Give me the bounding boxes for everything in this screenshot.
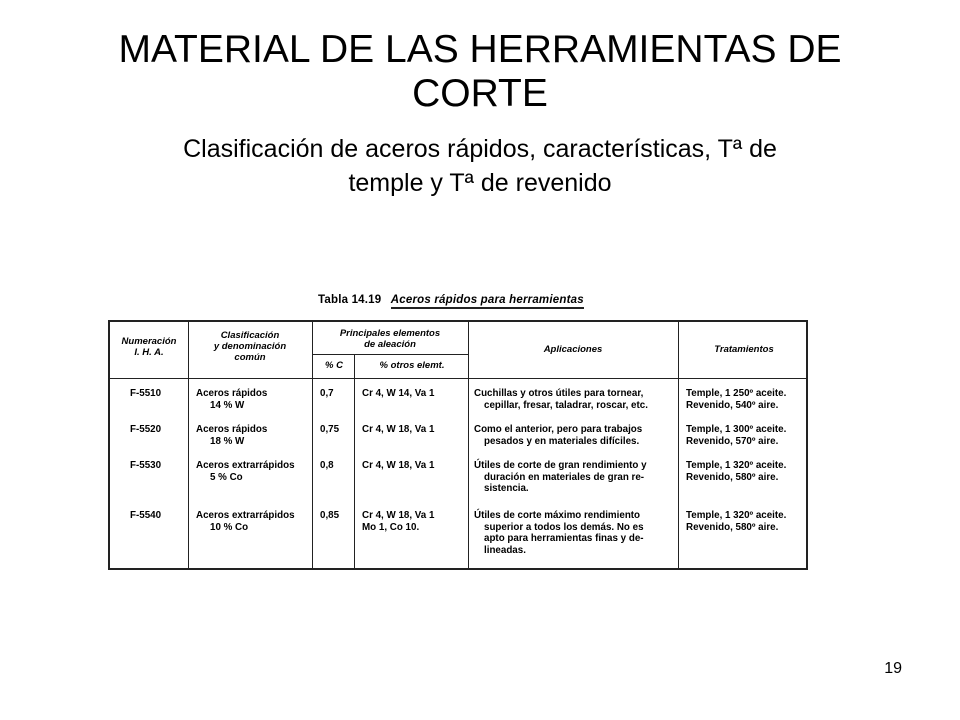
table-row-3-tratamientos: Temple, 1 320º aceite. Revenido, 580º aire. — [686, 460, 787, 483]
column-divider — [312, 322, 313, 568]
table-row-4-clasificacion: Aceros extrarrápidos 10 % Co — [196, 510, 295, 533]
slide-title-line2: CORTE — [412, 72, 548, 115]
header-elementos: Principales elementos de aleación — [339, 328, 441, 350]
column-divider — [468, 322, 469, 568]
slide-subtitle — [60, 132, 900, 200]
header-pct-otros: % otros elemt. — [379, 360, 445, 371]
table-row-1-numeracion: F-5510 — [130, 388, 162, 399]
table-row-1-aplicaciones: Cuchillas y otros útiles para tornear, cepillar, fresar, taladrar, roscar, etc. — [474, 388, 648, 411]
header-bottom-rule — [110, 378, 806, 379]
table-row-1-tratamientos: Temple, 1 250º aceite. Revenido, 540º aire. — [686, 388, 787, 411]
header-numeracion: Numeración I. H. A. — [121, 336, 177, 358]
header-aplicaciones: Aplicaciones — [543, 344, 603, 355]
table-row-1-clasificacion: Aceros rápidos 14 % W — [196, 388, 268, 411]
column-divider — [188, 322, 189, 568]
slide-title — [40, 28, 920, 116]
table-row-3-aplicaciones: Útiles de corte de gran rendimiento y duración en materiales de gran re- sistencia. — [474, 460, 647, 494]
slide-title-line1: MATERIAL DE LAS HERRAMIENTAS DE — [118, 28, 842, 71]
table-row-4-aplicaciones: Útiles de corte máximo rendimiento superior a todos los demás. No es apto para herramientas finas y de- lineadas. — [474, 510, 644, 556]
page-number: 19 — [884, 660, 902, 677]
table-row-2-numeracion: F-5520 — [130, 424, 162, 435]
header-divider — [312, 354, 468, 355]
column-divider — [354, 354, 355, 568]
table-row-3-otros: Cr 4, W 18, Va 1 — [362, 460, 435, 471]
table-row-1-c: 0,7 — [320, 388, 334, 399]
table-row-1-otros: Cr 4, W 14, Va 1 — [362, 388, 435, 399]
subtitle-line1: Clasificación de aceros rápidos, características, Tª de — [183, 135, 777, 163]
table-row-4-otros: Cr 4, W 18, Va 1 Mo 1, Co 10. — [362, 510, 435, 533]
header-pct-c: % C — [325, 360, 343, 371]
table-row-4-tratamientos: Temple, 1 320º aceite. Revenido, 580º aire. — [686, 510, 787, 533]
table-row-4-numeracion: F-5540 — [130, 510, 162, 521]
table-row-3-c: 0,8 — [320, 460, 334, 471]
table-row-4-c: 0,85 — [320, 510, 340, 521]
header-clasificacion: Clasificación y denominación común — [213, 330, 287, 363]
table-row-2-clasificacion: Aceros rápidos 18 % W — [196, 424, 268, 447]
steel-table-image — [102, 292, 814, 582]
table-caption-text: Aceros rápidos para herramientas — [391, 294, 584, 309]
header-tratamientos: Tratamientos — [714, 344, 774, 355]
table-row-3-numeracion: F-5530 — [130, 460, 162, 471]
subtitle-line2: temple y Tª de revenido — [348, 169, 612, 197]
column-divider — [678, 322, 679, 568]
table-caption-number: Tabla 14.19 — [318, 294, 382, 306]
table-row-2-c: 0,75 — [320, 424, 340, 435]
steel-table — [108, 320, 808, 570]
table-row-2-aplicaciones: Como el anterior, pero para trabajos pesados y en materiales difíciles. — [474, 424, 643, 447]
table-row-2-tratamientos: Temple, 1 300º aceite. Revenido, 570º aire. — [686, 424, 787, 447]
table-caption — [318, 294, 584, 306]
table-row-3-clasificacion: Aceros extrarrápidos 5 % Co — [196, 460, 295, 483]
table-row-2-otros: Cr 4, W 18, Va 1 — [362, 424, 435, 435]
